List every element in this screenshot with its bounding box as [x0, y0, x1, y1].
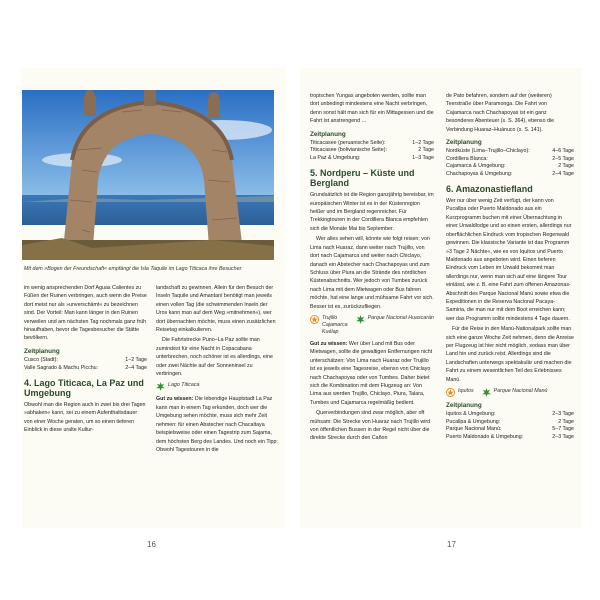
arch-photo — [22, 90, 274, 260]
table-row: Titicacasee (bolivianische Seite): 2 Tage — [310, 147, 434, 154]
star-icon — [310, 315, 319, 324]
map-marker-list — [310, 315, 434, 336]
leaf-icon — [482, 388, 491, 397]
paragraph: im wenig ansprechenden Dorf Aguas Calientes zu Füßen der Ruinen verbringen, auch wenn die Preise dort meist nur als »unverschämt« zu bezeichnen sind. Der Vorteil: Man kann länger in den Ruinen verweilen und am nächsten Tag nochmals ganz früh hinaufhaben, bevor die Tagesbesucher die Stätte bevölkern. — [24, 285, 147, 342]
zeitplanung-heading: Zeitplanung — [310, 130, 346, 138]
paragraph: Gut zu wissen: Wer über Land mit Bus oder Mietwagen, sollte die gewaltigen Entfernungen nicht unterschätzen: Von Lima nach Huaraz oder Trujillo ist es jeweils eine Tagesreise, ebenso von Chiclayo nach Chachapoyas oder von Tumbes. Daher bietet sich die Kombination mit dem Flugzeug an: Von Lima aus werden Trujillo, Chiclayo, Piura, Talara, Tumbes und Cajamarca regelmäßig bedient. — [310, 340, 433, 406]
table-row: Iquitos & Umgebung: 2–3 Tage — [446, 411, 574, 418]
left-column-1 — [24, 284, 147, 437]
paragraph: Die Fahrtstrecke Puno–La Paz sollte man zumindest für eine Nacht in Copacabana unterbrechen, noch schöner ist es allerdings, eine oder zwei Nächte auf der Sonneninsel zu verbringen. — [156, 337, 273, 378]
table-row: Titicacasee (peruanische Seite): 1–2 Tage — [310, 140, 434, 147]
right-column-2 — [446, 92, 574, 441]
paragraph: landschaft zu gewinnen. Allein für den Besuch der Inseln Taquile und Amantaní benötigt man jeweils einen vollen Tag (die schwimmenden Inseln der Uros kann man auf dem Weg »mitnehmen«), wer dort übernachten möchte, muss einen zusätzlichen Reisetag einkalkulieren. — [156, 285, 276, 334]
section-heading: 6. Amazonastiefland — [446, 184, 533, 195]
table-row: La Paz & Umgebung: 1–3 Tage — [310, 154, 434, 161]
paragraph: tropischen Yungas angeboten werden, sollte man dort unbedingt mindestens eine Nacht verbringen, denn sonst hält man sich für ein Mittagessen und die Fahrt ist anstrengend … — [310, 93, 434, 125]
paragraph: Gut zu wissen: Die lebendige Hauptstadt La Paz kann man in einem Tag erkunden, doch wer die Umgebung sehen möchte, muss sich mehr Zeit nehmen: für einen Abstecher nach Chacaltaya beispielsweise oder einen Tagestrip zum Sajama, dem höchsten Berg des Landes. Und noch ein Tipp: Obwohl Tagestouren in die — [156, 396, 278, 453]
table-row: Cusco (Stadt): 1–2 Tage — [24, 357, 147, 364]
page-number: 16 — [147, 540, 156, 549]
paragraph: Grundsätzlich ist die Region ganzjährig bereisbar, im europäischen Winter ist es in der Küstenregion heißer und im Bergland regenreicher. Für Trekkingtouren in der Cordillera Blanca empfehlen sich die Monate Mai bis September. — [310, 192, 434, 232]
table-row: Nordküste (Lima–Trujillo–Chiclayo): 4–6 Tage — [446, 148, 574, 155]
zeitplanung-table — [24, 357, 147, 372]
table-row: Chachapoyas & Umgebung: 2–4 Tage — [446, 170, 574, 177]
marker-item: Lago Titicaca — [156, 382, 199, 391]
zeitplanung-table — [446, 148, 574, 178]
paragraph: Obwohl man die Region auch in zwei bis drei Tagen »abhaken« kann, sei zu einem Aufenthaltsdauer von einer Woche geraten, um so einen tieferen Einblick in diese uralte Kultur- — [24, 402, 146, 434]
zeitplanung-heading: Zeitplanung — [446, 402, 482, 409]
leaf-icon — [356, 315, 365, 324]
arch-of-friendship-image — [22, 90, 274, 260]
marker-item: Parque Nacional Huascarán — [356, 315, 434, 336]
right-page — [300, 68, 582, 528]
zeitplanung-table — [446, 411, 574, 441]
paragraph: de Pato befahren, sondern auf der (weiteren) Teerstraße über Paramonga. Die Fahrt von Cajamarca nach Chachapoyas ist ein ganz besonderes Abenteuer (s. S. 364), ebenso die Verbindung Huaraz–Huánuco (s. S. 141). — [446, 93, 555, 133]
left-column-2 — [156, 284, 279, 456]
photo-caption: Mit dem »Bogen der Freundschaft« empfängt die Isla Taquile im Lago Titicaca ihre Besucher — [24, 266, 242, 272]
zeitplanung-heading: Zeitplanung — [24, 347, 60, 355]
paragraph: Wer alles sehen will, könnte wie folgt reisen: von Lima nach Huaraz, dann weiter nach Trujillo, von dort nach Cajamarca und weiter nach Chiclayo, danach ein Abstecher nach Chachapoyas und zum Schluss über Piura an die Strände des nördlichen Küstenabschnitts. Wer jedoch von Tumbes zurück nach Lima mit dem Mietwagen oder Bus fahren möchte, hat eine lange und mühsame Fahrt vor sich. Besser ist es, zurückzufliegen. — [310, 236, 434, 310]
paragraph: Wer nur über wenig Zeit verfügt, der kann von Pucallpa oder Puerto Maldonado aus ein Kurzprogramm buchen mit einer Übernachtung in einer Urwaldlodge und so einen ersten, allerdings nur oberflächlichen Eindruck vom tropischen Regenwald gewinnen. Die klassische Variante ist das Programm »3 Tage 2 Nächte«, wie es von Iquitos und Puerto Maldonado aus angeboten wird. Einen tieferen Eindruck vom Leben im Urwald bekommt man allerdings nur, wenn man sich auf eine längere Tour einlässt, wie z. B. eine Fahrt zum offenen Amazonas-Abschnitt des Parque Nacional Manú sowie etwa die Expeditionen in die Reserva Nacional Pacaya-Samiria, die man nur mit dem Boot erreichen kann; wer das Programm sollte mindestens 4 Tage dauern. — [446, 198, 572, 322]
marker-item: Trujillo Cajamarca Kuélap — [310, 315, 348, 336]
table-row: Puerto Maldonado & Umgebung: 2–3 Tage — [446, 433, 574, 440]
table-row: Cajamarca & Umgebung: 2 Tage — [446, 163, 574, 170]
map-marker-list — [446, 388, 574, 397]
zeitplanung-heading: Zeitplanung — [446, 139, 482, 147]
table-row: Pucallpa & Umgebung: 2 Tage — [446, 418, 574, 425]
section-heading: 4. Lago Titicaca, La Paz und Umgebung — [24, 378, 144, 399]
star-icon — [446, 388, 455, 397]
table-row: Valle Sagrado & Machu Picchu: 2–4 Tage — [24, 364, 147, 371]
page-number: 17 — [447, 540, 456, 549]
left-page — [22, 68, 285, 528]
paragraph: Für die Reise in den Manú-Nationalpark sollte man sich eine ganze Woche Zeit nehmen, denn die Anreise per Flugzeug ist hier nicht möglich, sodass man über Land hin und zurück reist. Allerdings sind die Landschaften unterwegs spektakulär und machen die Fahrt zu einem wesentlichen Teil des Erlebnisses Manú. — [446, 326, 574, 383]
table-row: Parque Nacional Manú: 5–7 Tage — [446, 426, 574, 433]
section-heading: 5. Nordperu – Küste und Bergland — [310, 168, 415, 189]
table-row: Cordillera Blanca: 2–5 Tage — [446, 155, 574, 162]
map-marker-list — [156, 382, 279, 391]
right-column-1 — [310, 92, 434, 445]
marker-item: Parque Nacional Manú — [482, 388, 548, 397]
paragraph: Querverbindungen sind zwar möglich, aber oft mühsam: Die Strecke von Huaraz nach Trujillo wird von öffentlichen Bussen in der Regel nicht über die direkte Strecke durch den Cañon — [310, 410, 431, 442]
marker-item: Iquitos — [446, 388, 474, 397]
leaf-icon — [156, 382, 165, 391]
zeitplanung-table — [310, 140, 434, 162]
